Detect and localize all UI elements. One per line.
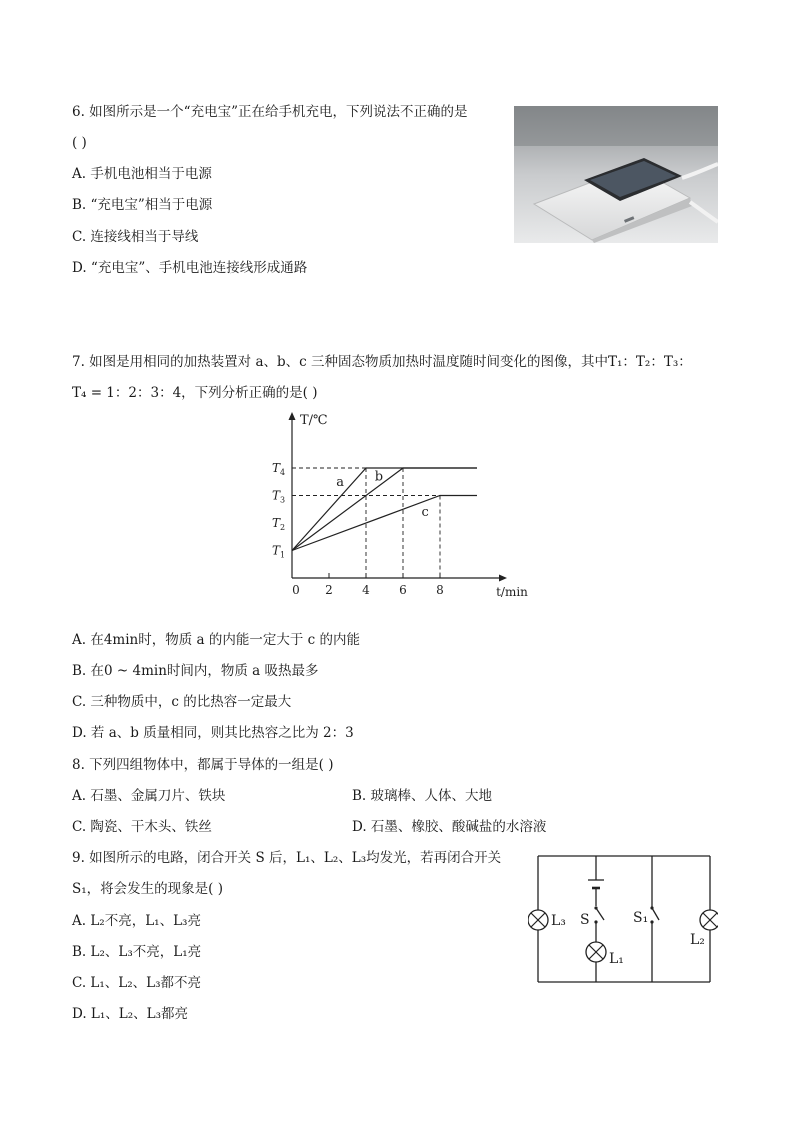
battery-icon [588,880,604,888]
series-label-a: a [336,474,344,490]
power-bank-photo [514,106,718,243]
q9-option-d: D. L₁、L₂、L₃都亮 [72,1006,189,1022]
q6-paren: ( ) [72,135,87,151]
series-line-a [292,468,477,551]
q6-option-a: A. 手机电池相当于电源 [72,166,212,182]
q8-option-b: B. 玻璃棒、人体、大地 [352,788,493,804]
series-line-b [292,468,477,551]
label-l2: L₂ [690,932,705,948]
chart-svg [262,408,532,608]
temperature-time-chart [262,408,532,608]
q6-stem: 6. 如图所示是一个“充电宝”正在给手机充电，下列说法不正确的是 [72,104,468,120]
lamp-icon-l1 [586,942,606,962]
q9-stem-line2: S₁，将会发生的现象是( ) [72,881,223,897]
y-axis-label: T/℃ [300,413,328,428]
label-s1: S₁ [633,910,649,926]
label-s: S [580,912,590,928]
circuit-diagram [528,848,718,990]
y-tick-label-T4: $T_4$ [272,461,286,477]
q9-stem-line1: 9. 如图所示的电路，闭合开关 S 后，L₁、L₂、L₃均发光，若再闭合开关 [72,850,502,866]
q7-option-d: D. 若 a、b 质量相同，则其比热容之比为 2：3 [72,725,354,741]
x-tick-label-6: 6 [399,583,407,597]
label-l1: L₁ [609,951,624,967]
q8-option-a: A. 石墨、金属刀片、铁块 [72,788,226,804]
q7-option-b: B. 在0 ~ 4min时间内，物质 a 吸热最多 [72,663,319,679]
q7-option-c: C. 三种物质中，c 的比热容一定最大 [72,694,292,710]
switch-s[interactable] [594,906,604,923]
y-tick-label-T3: $T_3$ [272,488,286,505]
series-label-c: c [421,505,429,521]
q6-option-b: B. “充电宝”相当于电源 [72,197,213,213]
q8-stem: 8. 下列四组物体中，都属于导体的一组是( ) [72,757,334,773]
x-tick-label-2: 2 [325,583,333,597]
series-label-b: b [374,469,384,485]
x-axis-arrow [499,575,507,582]
x-tick-label-4: 4 [362,583,370,597]
series-line-c [292,496,477,551]
q9-option-a: A. L₂不亮，L₁、L₃亮 [72,913,201,929]
x-axis-label: t/min [496,585,528,599]
q7-stem-line2: T₄ = 1：2：3：4，下列分析正确的是( ) [72,385,318,401]
switch-s1[interactable] [650,906,659,923]
y-axis-arrow [289,412,296,420]
lamp-icon-l3 [528,910,548,930]
q9-option-c: C. L₁、L₂、L₃都不亮 [72,975,202,991]
q9-option-b: B. L₂、L₃不亮，L₁亮 [72,944,202,960]
q6-option-c: C. 连接线相当于导线 [72,229,199,245]
q7-stem-line1: 7. 如图是用相同的加热装置对 a、b、c 三种固态物质加热时温度随时间变化的图像，其中T₁：T₂：T₃： [72,354,692,370]
q7-option-a: A. 在4min时，物质 a 的内能一定大于 c 的内能 [72,632,361,648]
q6-option-d: D. “充电宝”、手机电池连接线形成通路 [72,260,308,276]
label-l3: L₃ [551,913,566,929]
y-tick-label-T1: $T_1$ [272,543,286,560]
x-tick-label-8: 8 [436,583,444,597]
x-tick-label-0: 0 [292,583,300,597]
y-tick-label-T2: $T_2$ [272,516,286,532]
q8-option-d: D. 石墨、橡胶、酸碱盐的水溶液 [352,819,547,835]
lamp-icon-l2 [700,910,718,930]
q8-option-c: C. 陶瓷、干木头、铁丝 [72,819,212,835]
circuit-svg [528,848,718,990]
